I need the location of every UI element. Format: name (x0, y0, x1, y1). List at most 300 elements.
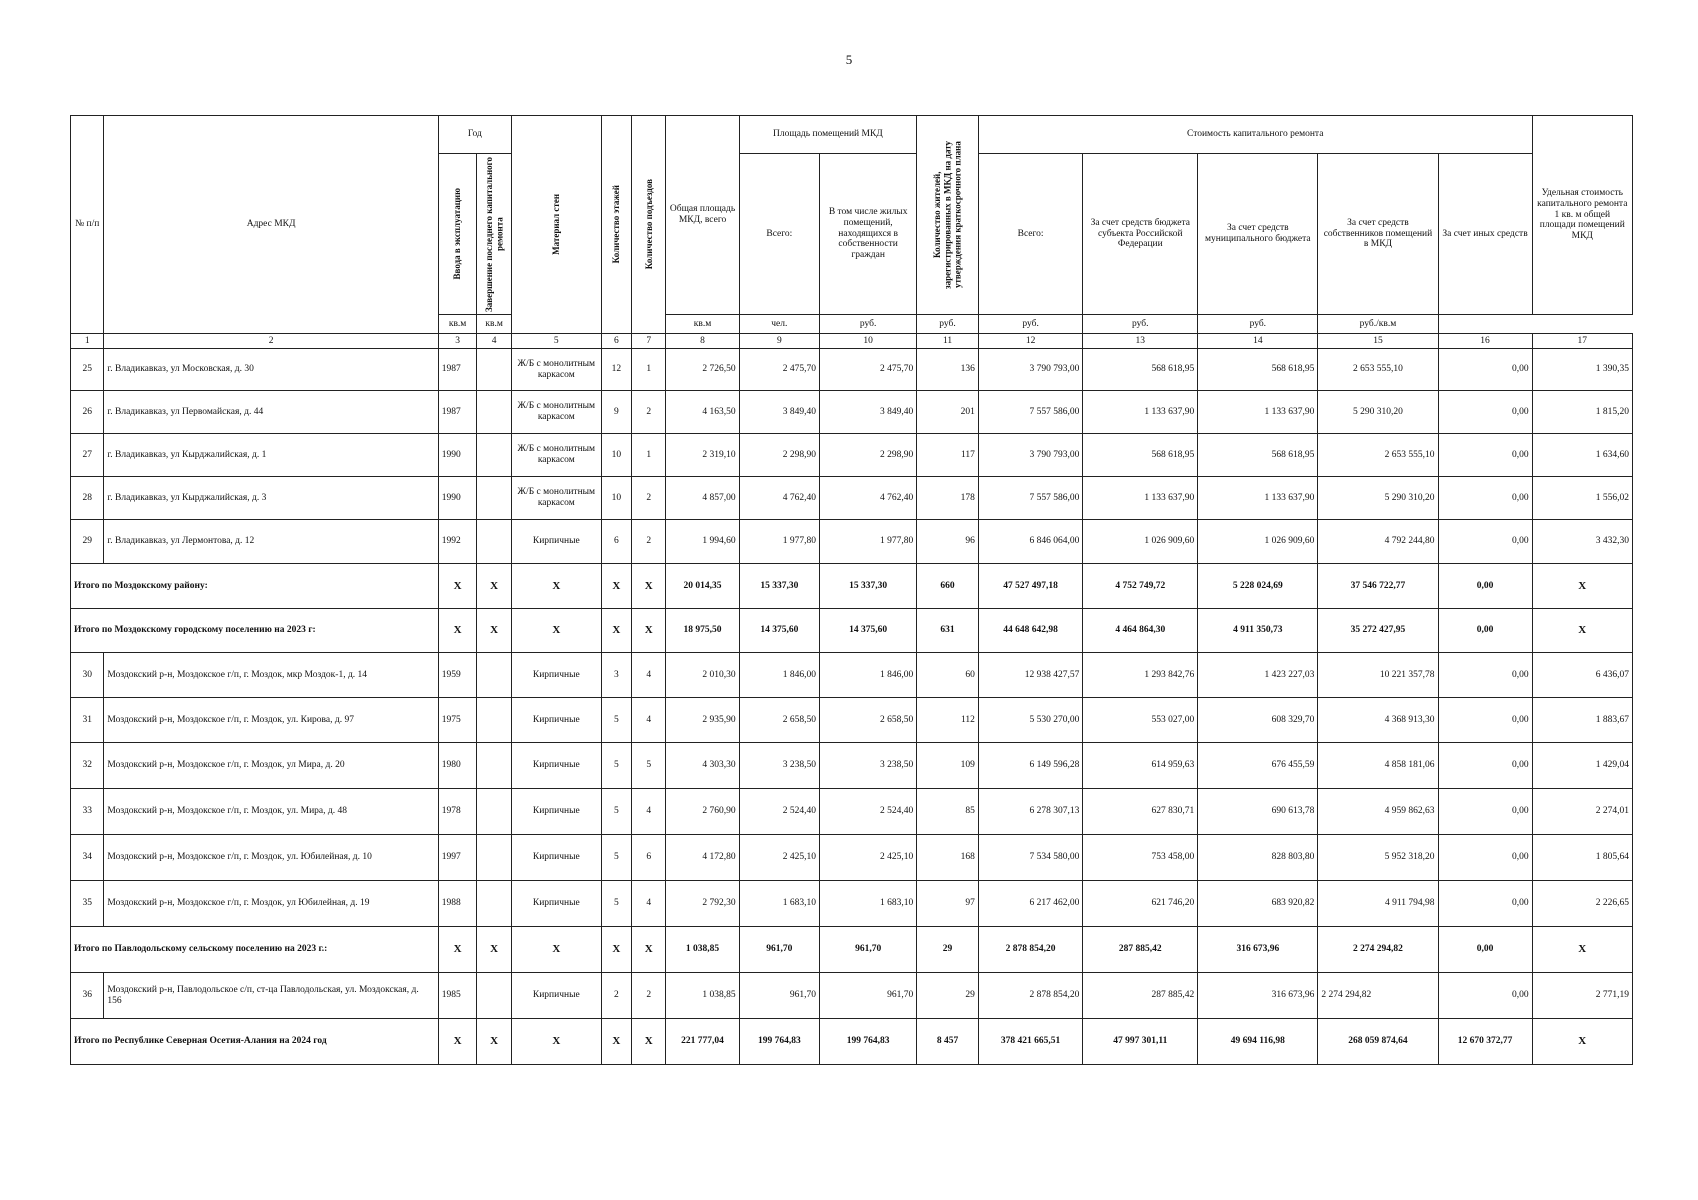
cell-cost-region: 1 026 909,60 (1083, 520, 1198, 564)
total-cost-owners: 35 272 427,95 (1318, 609, 1438, 653)
cell-unit-cost: 1 805,64 (1532, 835, 1632, 881)
cell-cost-total: 7 557 586,00 (978, 391, 1082, 434)
table-row (71, 391, 1633, 434)
cell-residents: 201 (917, 391, 979, 434)
cell-num: 31 (71, 698, 104, 743)
cell-cost-total: 12 938 427,57 (978, 653, 1082, 698)
cell-address: Моздокский р-н, Павлодольское с/п, ст-ца Павлодольская, ул. Моздокская, д. 156 (104, 973, 438, 1019)
cell-address: г. Владикавказ, ул Кырджалийская, д. 3 (104, 477, 438, 520)
total-residents: 631 (917, 609, 979, 653)
cell-year-repair (477, 434, 511, 477)
cell-cost-other: 0,00 (1438, 391, 1532, 434)
cell-total-area: 4 857,00 (666, 477, 739, 520)
capital-repair-table (70, 115, 1633, 1065)
col-index: 5 (511, 334, 601, 349)
cell-cost-municipal: 568 618,95 (1198, 434, 1318, 477)
total-area-citizens: 15 337,30 (820, 564, 917, 609)
cell-year-repair (477, 698, 511, 743)
cell-total-area: 2 010,30 (666, 653, 739, 698)
cell-num: 29 (71, 520, 104, 564)
cell-cost-total: 6 149 596,28 (978, 743, 1082, 789)
cell-cost-municipal: 1 026 909,60 (1198, 520, 1318, 564)
cell-unit-cost: 1 634,60 (1532, 434, 1632, 477)
cell-unit-cost: 1 556,02 (1532, 477, 1632, 520)
total-cost: 44 648 642,98 (978, 609, 1082, 653)
x-mark: X (601, 609, 631, 653)
cell-cost-owners: 5 952 318,20 (1318, 835, 1438, 881)
cell-year-commission: 1959 (438, 653, 477, 698)
cell-cost-municipal: 608 329,70 (1198, 698, 1318, 743)
table-row (71, 434, 1633, 477)
cell-floors: 10 (601, 477, 631, 520)
cell-cost-region: 614 959,63 (1083, 743, 1198, 789)
table-row (71, 520, 1633, 564)
x-mark: X (1532, 564, 1632, 609)
table-row (71, 973, 1633, 1019)
total-area-citizens: 961,70 (820, 927, 917, 973)
total-cost: 2 878 854,20 (978, 927, 1082, 973)
cell-cost-other: 0,00 (1438, 477, 1532, 520)
x-mark: X (438, 609, 477, 653)
cell-residents: 97 (917, 881, 979, 927)
cell-cost-municipal: 690 613,78 (1198, 789, 1318, 835)
cell-floors: 2 (601, 973, 631, 1019)
total-label: Итого по Моздокскому городскому поселению на 2023 г: (71, 609, 439, 653)
cell-num: 28 (71, 477, 104, 520)
table-row (71, 698, 1633, 743)
cell-cost-total: 6 846 064,00 (978, 520, 1082, 564)
cell-unit-cost: 1 429,04 (1532, 743, 1632, 789)
cell-area-citizens: 1 977,80 (820, 520, 917, 564)
table-row (71, 653, 1633, 698)
cell-cost-municipal: 1 133 637,90 (1198, 477, 1318, 520)
cell-cost-owners: 5 290 310,20 (1318, 391, 1438, 434)
cell-entrances: 4 (632, 789, 666, 835)
x-mark: X (601, 564, 631, 609)
header-area-group: Площадь помещений МКД (739, 116, 917, 154)
col-index: 14 (1198, 334, 1318, 349)
cell-total-area: 4 303,30 (666, 743, 739, 789)
x-mark: X (632, 564, 666, 609)
cell-year-repair (477, 835, 511, 881)
x-mark: X (477, 609, 511, 653)
total-label: Итого по Павлодольскому сельскому поселению на 2023 г.: (71, 927, 439, 973)
header-total-area: Общая площадь МКД, всего (666, 116, 739, 315)
cell-num: 34 (71, 835, 104, 881)
cell-unit-cost: 2 771,19 (1532, 973, 1632, 1019)
cell-entrances: 6 (632, 835, 666, 881)
cell-floors: 5 (601, 743, 631, 789)
cell-total-area: 1 038,85 (666, 973, 739, 1019)
cell-area-citizens: 2 425,10 (820, 835, 917, 881)
cell-area-all: 2 425,10 (739, 835, 819, 881)
cell-cost-owners: 4 959 862,63 (1318, 789, 1438, 835)
cell-area-all: 2 475,70 (739, 349, 819, 391)
cell-unit-cost: 6 436,07 (1532, 653, 1632, 698)
cell-cost-owners: 2 653 555,10 (1318, 434, 1438, 477)
cell-floors: 12 (601, 349, 631, 391)
table-body (71, 349, 1633, 1065)
cell-total-area: 2 935,90 (666, 698, 739, 743)
header-year-group: Год (438, 116, 511, 154)
cell-cost-other: 0,00 (1438, 743, 1532, 789)
cell-cost-total: 6 278 307,13 (978, 789, 1082, 835)
total-cost-municipal: 5 228 024,69 (1198, 564, 1318, 609)
cell-area-all: 4 762,40 (739, 477, 819, 520)
total-area-citizens: 199 764,83 (820, 1019, 917, 1065)
cell-cost-total: 3 790 793,00 (978, 434, 1082, 477)
cell-area-all: 2 658,50 (739, 698, 819, 743)
page-number: 5 (845, 52, 853, 67)
cell-residents: 117 (917, 434, 979, 477)
cell-entrances: 4 (632, 881, 666, 927)
header-cost-owners: За счет средств собственников помещений в МКД (1318, 154, 1438, 315)
header-cost-region: За счет средств бюджета субъекта Российской Федерации (1083, 154, 1198, 315)
cell-total-area: 4 163,50 (666, 391, 739, 434)
cell-entrances: 5 (632, 743, 666, 789)
cell-cost-region: 1 293 842,76 (1083, 653, 1198, 698)
col-index: 12 (978, 334, 1082, 349)
x-mark: X (438, 927, 477, 973)
cell-cost-region: 553 027,00 (1083, 698, 1198, 743)
cell-address: Моздокский р-н, Моздокское г/п, г. Моздок, ул. Мира, д. 48 (104, 789, 438, 835)
cell-cost-region: 627 830,71 (1083, 789, 1198, 835)
cell-cost-owners: 10 221 357,78 (1318, 653, 1438, 698)
cell-total-area: 2 760,90 (666, 789, 739, 835)
x-mark: X (511, 564, 601, 609)
cell-area-citizens: 2 658,50 (820, 698, 917, 743)
total-row-pavlodol (71, 927, 1633, 973)
col-index: 6 (601, 334, 631, 349)
cell-address: г. Владикавказ, ул Первомайская, д. 44 (104, 391, 438, 434)
header-unit-cost: Удельная стоимость капитального ремонта 1 кв. м общей площади помещений МКД (1532, 116, 1632, 315)
total-row-mozdok-urban (71, 609, 1633, 653)
total-area: 20 014,35 (666, 564, 739, 609)
cell-floors: 10 (601, 434, 631, 477)
header-cost-total: Всего: (978, 154, 1082, 315)
header-year-commission: Ввода в эксплуатацию (438, 154, 477, 315)
total-residents: 660 (917, 564, 979, 609)
cell-area-citizens: 4 762,40 (820, 477, 917, 520)
cell-residents: 168 (917, 835, 979, 881)
cell-area-all: 2 524,40 (739, 789, 819, 835)
x-mark: X (438, 564, 477, 609)
cell-area-all: 1 977,80 (739, 520, 819, 564)
total-label: Итого по Республике Северная Осетия-Алания на 2024 год (71, 1019, 439, 1065)
col-index: 2 (104, 334, 438, 349)
cell-residents: 60 (917, 653, 979, 698)
x-mark: X (1532, 1019, 1632, 1065)
total-cost-region: 4 752 749,72 (1083, 564, 1198, 609)
cell-total-area: 1 994,60 (666, 520, 739, 564)
cell-year-commission: 1990 (438, 434, 477, 477)
cell-floors: 6 (601, 520, 631, 564)
cell-area-all: 961,70 (739, 973, 819, 1019)
x-mark: X (438, 1019, 477, 1065)
cell-cost-municipal: 828 803,80 (1198, 835, 1318, 881)
cell-cost-municipal: 1 423 227,03 (1198, 653, 1318, 698)
unit-cell: кв.м (666, 315, 739, 334)
unit-cell: руб. (1198, 315, 1318, 334)
total-cost-municipal: 316 673,96 (1198, 927, 1318, 973)
cell-floors: 5 (601, 698, 631, 743)
cell-num: 30 (71, 653, 104, 698)
cell-entrances: 2 (632, 391, 666, 434)
total-area: 221 777,04 (666, 1019, 739, 1065)
cell-area-citizens: 3 238,50 (820, 743, 917, 789)
cell-cost-other: 0,00 (1438, 698, 1532, 743)
x-mark: X (511, 1019, 601, 1065)
unit-cell: кв.м (438, 315, 477, 334)
cell-area-citizens: 1 846,00 (820, 653, 917, 698)
x-mark: X (601, 927, 631, 973)
col-index: 16 (1438, 334, 1532, 349)
cell-cost-owners: 4 911 794,98 (1318, 881, 1438, 927)
cell-material: Кирпичные (511, 698, 601, 743)
header-area-citizens: В том числе жилых помещений, находящихся в собственности граждан (820, 154, 917, 315)
col-index: 4 (477, 334, 511, 349)
header-cost-group: Стоимость капитального ремонта (978, 116, 1532, 154)
total-residents: 8 457 (917, 1019, 979, 1065)
cell-year-commission: 1990 (438, 477, 477, 520)
cell-year-commission: 1980 (438, 743, 477, 789)
cell-cost-owners: 2 653 555,10 (1318, 349, 1438, 391)
col-index: 13 (1083, 334, 1198, 349)
cell-cost-region: 568 618,95 (1083, 349, 1198, 391)
total-cost-owners: 268 059 874,64 (1318, 1019, 1438, 1065)
table-row (71, 789, 1633, 835)
cell-floors: 5 (601, 881, 631, 927)
cell-cost-municipal: 676 455,59 (1198, 743, 1318, 789)
x-mark: X (1532, 927, 1632, 973)
unit-cell: руб. (917, 315, 979, 334)
total-cost-other: 0,00 (1438, 609, 1532, 653)
cell-entrances: 4 (632, 653, 666, 698)
cell-year-commission: 1975 (438, 698, 477, 743)
total-cost-region: 4 464 864,30 (1083, 609, 1198, 653)
table-row (71, 349, 1633, 391)
cell-year-repair (477, 743, 511, 789)
col-index: 17 (1532, 334, 1632, 349)
header-entrances: Количество подъездов (632, 116, 666, 334)
cell-cost-total: 6 217 462,00 (978, 881, 1082, 927)
cell-cost-total: 7 557 586,00 (978, 477, 1082, 520)
cell-entrances: 2 (632, 973, 666, 1019)
cell-address: г. Владикавказ, ул Московская, д. 30 (104, 349, 438, 391)
cell-area-citizens: 2 475,70 (820, 349, 917, 391)
cell-entrances: 1 (632, 434, 666, 477)
cell-area-all: 1 846,00 (739, 653, 819, 698)
cell-residents: 178 (917, 477, 979, 520)
unit-cell: руб. (820, 315, 917, 334)
cell-year-commission: 1997 (438, 835, 477, 881)
unit-cell: руб. (1083, 315, 1198, 334)
cell-num: 32 (71, 743, 104, 789)
cell-area-all: 2 298,90 (739, 434, 819, 477)
header-year-last-repair: Завершение последнего капитального ремонта (477, 154, 511, 315)
cell-cost-owners: 2 274 294,82 (1318, 973, 1438, 1019)
cell-year-repair (477, 973, 511, 1019)
cell-cost-region: 287 885,42 (1083, 973, 1198, 1019)
cell-cost-owners: 4 368 913,30 (1318, 698, 1438, 743)
total-cost-region: 47 997 301,11 (1083, 1019, 1198, 1065)
cell-area-all: 3 238,50 (739, 743, 819, 789)
cell-material: Кирпичные (511, 973, 601, 1019)
header-floors: Количество этажей (601, 116, 631, 334)
cell-material: Ж/Б с монолитным каркасом (511, 434, 601, 477)
total-area-all: 14 375,60 (739, 609, 819, 653)
cell-cost-other: 0,00 (1438, 349, 1532, 391)
cell-cost-region: 1 133 637,90 (1083, 391, 1198, 434)
total-cost-municipal: 4 911 350,73 (1198, 609, 1318, 653)
cell-year-repair (477, 477, 511, 520)
cell-residents: 136 (917, 349, 979, 391)
cell-cost-total: 2 878 854,20 (978, 973, 1082, 1019)
header-area-all: Всего: (739, 154, 819, 315)
cell-area-citizens: 2 524,40 (820, 789, 917, 835)
cell-residents: 85 (917, 789, 979, 835)
cell-address: Моздокский р-н, Моздокское г/п, г. Моздок, мкр Моздок-1, д. 14 (104, 653, 438, 698)
cell-residents: 109 (917, 743, 979, 789)
cell-floors: 9 (601, 391, 631, 434)
cell-area-all: 3 849,40 (739, 391, 819, 434)
total-area-all: 961,70 (739, 927, 819, 973)
total-cost: 378 421 665,51 (978, 1019, 1082, 1065)
header-wall-material: Материал стен (511, 116, 601, 334)
cell-cost-total: 5 530 270,00 (978, 698, 1082, 743)
cell-address: Моздокский р-н, Моздокское г/п, г. Моздок, ул. Юбилейная, д. 10 (104, 835, 438, 881)
x-mark: X (632, 609, 666, 653)
total-row-mozdok-district (71, 564, 1633, 609)
col-index: 3 (438, 334, 477, 349)
cell-material: Кирпичные (511, 520, 601, 564)
cell-material: Кирпичные (511, 653, 601, 698)
cell-entrances: 2 (632, 477, 666, 520)
cell-cost-owners: 4 792 244,80 (1318, 520, 1438, 564)
cell-address: Моздокский р-н, Моздокское г/п, г. Моздок, ул Мира, д. 20 (104, 743, 438, 789)
cell-entrances: 2 (632, 520, 666, 564)
header-residents: Количество жителей, зарегистрированных в МКД на дату утверждения краткосрочного плана (917, 116, 979, 315)
cell-cost-other: 0,00 (1438, 520, 1532, 564)
col-index: 10 (820, 334, 917, 349)
total-area: 18 975,50 (666, 609, 739, 653)
x-mark: X (511, 609, 601, 653)
col-index: 8 (666, 334, 739, 349)
cell-num: 33 (71, 789, 104, 835)
table-row (71, 743, 1633, 789)
cell-cost-municipal: 1 133 637,90 (1198, 391, 1318, 434)
cell-cost-total: 7 534 580,00 (978, 835, 1082, 881)
cell-year-repair (477, 653, 511, 698)
cell-unit-cost: 1 883,67 (1532, 698, 1632, 743)
cell-residents: 29 (917, 973, 979, 1019)
cell-cost-municipal: 568 618,95 (1198, 349, 1318, 391)
unit-cell: руб./кв.м (1318, 315, 1438, 334)
cell-cost-other: 0,00 (1438, 653, 1532, 698)
cell-entrances: 4 (632, 698, 666, 743)
cell-material: Кирпичные (511, 743, 601, 789)
total-row-republic (71, 1019, 1633, 1065)
cell-year-commission: 1978 (438, 789, 477, 835)
cell-unit-cost: 2 226,65 (1532, 881, 1632, 927)
col-index: 9 (739, 334, 819, 349)
total-cost-other: 0,00 (1438, 927, 1532, 973)
cell-total-area: 2 319,10 (666, 434, 739, 477)
total-area-citizens: 14 375,60 (820, 609, 917, 653)
x-mark: X (477, 564, 511, 609)
cell-cost-region: 753 458,00 (1083, 835, 1198, 881)
cell-unit-cost: 1 390,35 (1532, 349, 1632, 391)
cell-material: Ж/Б с монолитным каркасом (511, 391, 601, 434)
col-index: 11 (917, 334, 979, 349)
cell-year-commission: 1988 (438, 881, 477, 927)
header-num: № п/п (71, 116, 104, 334)
cell-cost-municipal: 683 920,82 (1198, 881, 1318, 927)
header-address: Адрес МКД (104, 116, 438, 334)
cell-year-commission: 1992 (438, 520, 477, 564)
total-residents: 29 (917, 927, 979, 973)
cell-year-repair (477, 789, 511, 835)
cell-cost-other: 0,00 (1438, 835, 1532, 881)
cell-area-all: 1 683,10 (739, 881, 819, 927)
x-mark: X (477, 927, 511, 973)
cell-year-commission: 1985 (438, 973, 477, 1019)
x-mark: X (632, 1019, 666, 1065)
cell-material: Кирпичные (511, 789, 601, 835)
total-cost-municipal: 49 694 116,98 (1198, 1019, 1318, 1065)
total-cost-owners: 2 274 294,82 (1318, 927, 1438, 973)
total-cost-other: 12 670 372,77 (1438, 1019, 1532, 1065)
cell-address: г. Владикавказ, ул Лермонтова, д. 12 (104, 520, 438, 564)
cell-area-citizens: 2 298,90 (820, 434, 917, 477)
total-area: 1 038,85 (666, 927, 739, 973)
cell-entrances: 1 (632, 349, 666, 391)
x-mark: X (632, 927, 666, 973)
total-area-all: 199 764,83 (739, 1019, 819, 1065)
cell-year-repair (477, 391, 511, 434)
cell-material: Ж/Б с монолитным каркасом (511, 349, 601, 391)
cell-address: Моздокский р-н, Моздокское г/п, г. Моздок, ул. Кирова, д. 97 (104, 698, 438, 743)
total-label: Итого по Моздокскому району: (71, 564, 439, 609)
cell-unit-cost: 1 815,20 (1532, 391, 1632, 434)
total-cost: 47 527 497,18 (978, 564, 1082, 609)
cell-residents: 96 (917, 520, 979, 564)
col-index: 15 (1318, 334, 1438, 349)
column-index-row (71, 334, 1633, 349)
cell-unit-cost: 2 274,01 (1532, 789, 1632, 835)
col-index: 7 (632, 334, 666, 349)
cell-address: Моздокский р-н, Моздокское г/п, г. Моздок, ул Юбилейная, д. 19 (104, 881, 438, 927)
cell-num: 25 (71, 349, 104, 391)
cell-total-area: 4 172,80 (666, 835, 739, 881)
cell-num: 27 (71, 434, 104, 477)
cell-address: г. Владикавказ, ул Кырджалийская, д. 1 (104, 434, 438, 477)
cell-cost-region: 1 133 637,90 (1083, 477, 1198, 520)
total-cost-region: 287 885,42 (1083, 927, 1198, 973)
x-mark: X (601, 1019, 631, 1065)
cell-unit-cost: 3 432,30 (1532, 520, 1632, 564)
cell-year-repair (477, 520, 511, 564)
cell-num: 26 (71, 391, 104, 434)
total-area-all: 15 337,30 (739, 564, 819, 609)
cell-cost-other: 0,00 (1438, 881, 1532, 927)
cell-cost-owners: 4 858 181,06 (1318, 743, 1438, 789)
cell-year-repair (477, 349, 511, 391)
cell-year-commission: 1987 (438, 391, 477, 434)
x-mark: X (1532, 609, 1632, 653)
cell-material: Кирпичные (511, 881, 601, 927)
cell-num: 35 (71, 881, 104, 927)
